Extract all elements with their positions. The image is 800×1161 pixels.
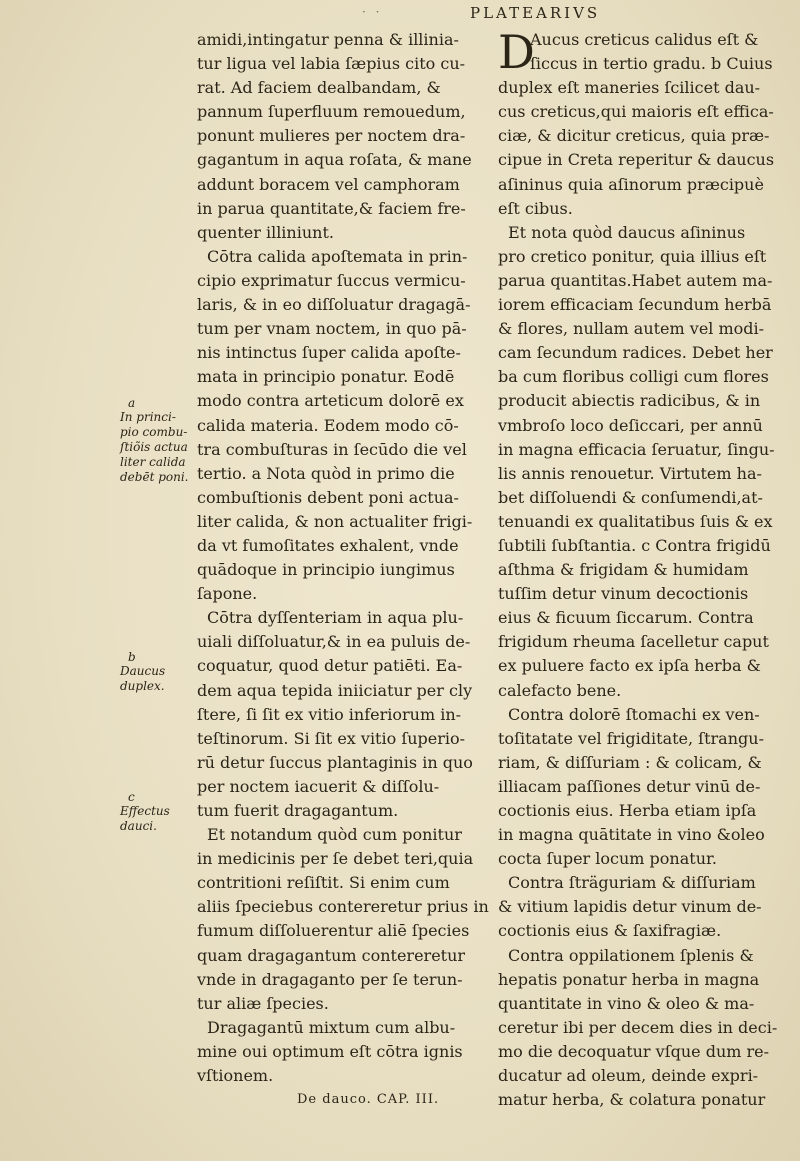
text-line: tur aliæ ſpecies.: [197, 993, 329, 1013]
text-line: coctionis eius & ſaxifragiæ.: [498, 921, 722, 941]
text-line: Contra dolorē ſtomachi ex ven-: [508, 704, 760, 724]
text-line: quam dragagantum contereretur: [197, 945, 466, 965]
text-line: mine oui optimum eſt cōtra ignis: [197, 1041, 463, 1061]
text-line: cus creticus,qui maioris eſt effica-: [498, 102, 774, 122]
running-head: [0, 2, 800, 26]
text-line: calefacto bene.: [498, 680, 622, 700]
text-line: tum per vnam noctem, in quo pā-: [197, 319, 467, 339]
text-line: tum fuerit dragagantum.: [197, 801, 399, 820]
note-line: ſtiõis actua: [120, 440, 188, 454]
text-line: tenuandi ex qualitatibus ſuis & ex: [498, 511, 773, 531]
text-line: Cōtra calida apoſtemata in prin-: [207, 246, 468, 266]
text-line: modo contra arteticum dolorē ex: [197, 391, 464, 411]
text-line: dem aqua tepida iniiciatur per cly: [197, 680, 473, 700]
note-line: pio combu-: [120, 425, 188, 439]
text-line: rū detur ſuccus plantaginis in quo: [197, 752, 473, 772]
text-line: & flores, nullam autem vel modi-: [498, 319, 765, 339]
text-line: producit abiectis radicibus, & in: [498, 391, 761, 411]
text-line: tuſſim detur vinum decoctionis: [498, 584, 749, 604]
right-text-column: [498, 25, 798, 1112]
text-line: quādoque in principio iungimus: [197, 560, 455, 580]
text-line: ducatur ad oleum, deinde expri-: [498, 1066, 759, 1086]
text-line: combuſtionis debent poni actua-: [197, 487, 459, 507]
text-line: ba cum floribus colligi cum flores: [498, 367, 769, 387]
text-line: aliis ſpeciebus contereretur prius in: [197, 897, 489, 917]
text-line: Cōtra dyſſenteriam in aqua plu-: [207, 608, 464, 628]
text-line: iorem efficaciam ſecundum herbā: [498, 295, 772, 315]
marginal-note-c: [120, 790, 200, 834]
text-line: calida materia. Eodem modo cō-: [197, 415, 459, 435]
text-line: ponunt mulieres per noctem dra-: [197, 126, 466, 146]
text-line: vnde in dragaganto per ſe terun-: [197, 969, 463, 989]
note-line: duplex.: [120, 679, 165, 693]
text-line: amidi,intingatur penna & illinia-: [197, 30, 459, 49]
text-line: quenter illiniunt.: [197, 222, 334, 242]
text-line: [498, 52, 798, 76]
text-line-content: Aucus creticus calidus eſt &: [530, 30, 759, 49]
text-line: ſapone.: [197, 584, 258, 604]
text-line: ex puluere facto ex ipſa herba &: [498, 656, 761, 676]
text-line: per noctem iacuerit & diſſolu-: [197, 776, 440, 796]
text-line: cam ſecundum radices. Debet her: [498, 343, 773, 363]
text-line: tur ligua vel labia ſæpius cito cu-: [197, 54, 466, 74]
note-line: Effectus: [120, 804, 170, 818]
text-line: ceretur ibi per decem dies in deci-: [498, 1017, 778, 1037]
text-line: vmbroſo loco deſiccari, per annū: [498, 415, 763, 435]
text-line: vſtionem.: [197, 1066, 274, 1086]
text-line: ciæ, & dicitur creticus, quia præ-: [498, 126, 770, 146]
text-line-content: ſiccus in tertio gradu. b Cuius: [530, 54, 773, 74]
text-line: da vt fumoſitates exhalent, vnde: [197, 535, 459, 555]
text-line: mata in principio ponatur. Eodē: [197, 367, 455, 387]
text-line: quantitate in vino & oleo & ma-: [498, 993, 755, 1013]
text-line: in parua quantitate,& faciem fre-: [197, 198, 466, 218]
text-line: liter calida, & non actualiter frigi-: [197, 511, 473, 531]
text-line: in magna quātitate in vino &oleo: [498, 825, 765, 845]
text-line: frigidum rheuma ſacelletur caput: [498, 632, 769, 652]
text-line: toſitatate vel frigiditate, ſtrangu-: [498, 728, 764, 748]
note-line: dauci.: [120, 819, 157, 833]
text-line: eius & ficuum ſiccarum. Contra: [498, 608, 754, 628]
text-line: ſtere, ſi ſit ex vitio inferiorum in-: [197, 704, 462, 724]
text-line: nis intinctus ſuper calida apoſte-: [197, 343, 461, 363]
text-line: cipue in Creta reperitur & daucus: [498, 150, 775, 170]
text-line: cipio exprimatur ſuccus vermicu-: [197, 270, 466, 290]
text-line: parua quantitas.Habet autem ma-: [498, 270, 773, 290]
text-line: mo die decoquatur vſque dum re-: [498, 1041, 770, 1061]
note-line: In princi-: [120, 410, 176, 424]
text-line: Et notandum quòd cum ponitur: [207, 825, 462, 845]
text-line: matur herba, & colatura ponatur: [498, 1090, 766, 1110]
text-line: in magna efficacia ſeruatur, ſingu-: [498, 439, 775, 459]
text-line: Dragagantū mixtum cum albu-: [207, 1017, 456, 1037]
text-line: teſtinorum. Si ſit ex vitio ſuperio-: [197, 728, 466, 748]
text-line: pro cretico ponitur, quia illius eſt: [498, 246, 767, 266]
drop-cap-initial: D: [498, 25, 535, 79]
text-line: coctionis eius. Herba etiam ipſa: [498, 801, 757, 820]
text-line: aſthma & frigidam & humidam: [498, 560, 749, 580]
text-line: eſt cibus.: [498, 198, 573, 218]
marginal-note-b: [120, 650, 200, 694]
text-line: tra combuſturas in ſecūdo die vel: [197, 439, 467, 459]
note-mark: c: [128, 790, 135, 804]
text-line: hepatis ponatur herba in magna: [498, 969, 760, 989]
marginal-note-a: [120, 396, 200, 485]
note-mark: a: [128, 396, 136, 410]
text-line: coquatur, quod detur patiēti. Ea-: [197, 656, 463, 676]
text-line: uiali diſſoluatur,& in ea puluis de-: [197, 632, 471, 652]
text-line: Et nota quòd daucus aſininus: [508, 222, 746, 242]
text-line: cocta ſuper locum ponatur.: [498, 849, 717, 869]
text-line: bet diſſoluendi & conſumendi,at-: [498, 487, 763, 507]
left-text-column: [197, 28, 489, 1112]
note-line: Daucus: [120, 664, 166, 678]
text-line: ſubtili ſubſtantia. c Contra frigidū: [498, 535, 771, 555]
text-line: gagantum in aqua roſata, & mane: [197, 150, 472, 170]
text-line: illiacam paſſiones detur vinū de-: [498, 776, 761, 796]
text-line: in medicinis per ſe debet teri,quia: [197, 849, 474, 869]
catchword: De dauco. CAP. III.: [297, 1092, 440, 1108]
text-line: Contra oppilationem ſplenis &: [508, 945, 754, 965]
note-line: liter calida: [120, 455, 186, 469]
text-line: & vitium lapidis detur vinum de-: [498, 897, 762, 917]
note-mark: b: [128, 650, 136, 664]
running-head-dots: · ·: [362, 5, 383, 19]
text-line: pannum ſuperfluum remouedum,: [197, 102, 466, 122]
text-line: fumum diſſoluerentur aliē ſpecies: [197, 921, 470, 941]
text-line: riam, & diſſuriam : & colicam, &: [498, 752, 762, 772]
note-line: debēt poni.: [120, 470, 189, 484]
text-line: Contra ſträguriam & diſſuriam: [508, 873, 756, 893]
text-line: contritioni reſiſtit. Si enim cum: [197, 873, 450, 893]
text-line: duplex eſt maneries ſcilicet dau-: [498, 78, 761, 98]
running-head-title: PLATEARIVS: [470, 4, 601, 22]
text-line: tertio. a Nota quòd in primo die: [197, 463, 455, 483]
text-line: rat. Ad faciem dealbandam, &: [197, 78, 441, 98]
text-line: laris, & in eo diſſoluatur dragagā-: [197, 295, 471, 315]
text-line: addunt boracem vel camphoram: [197, 174, 460, 194]
text-line: lis annis renouetur. Virtutem ha-: [498, 463, 762, 483]
text-line: aſininus quia aſinorum præcipuè: [498, 174, 764, 194]
